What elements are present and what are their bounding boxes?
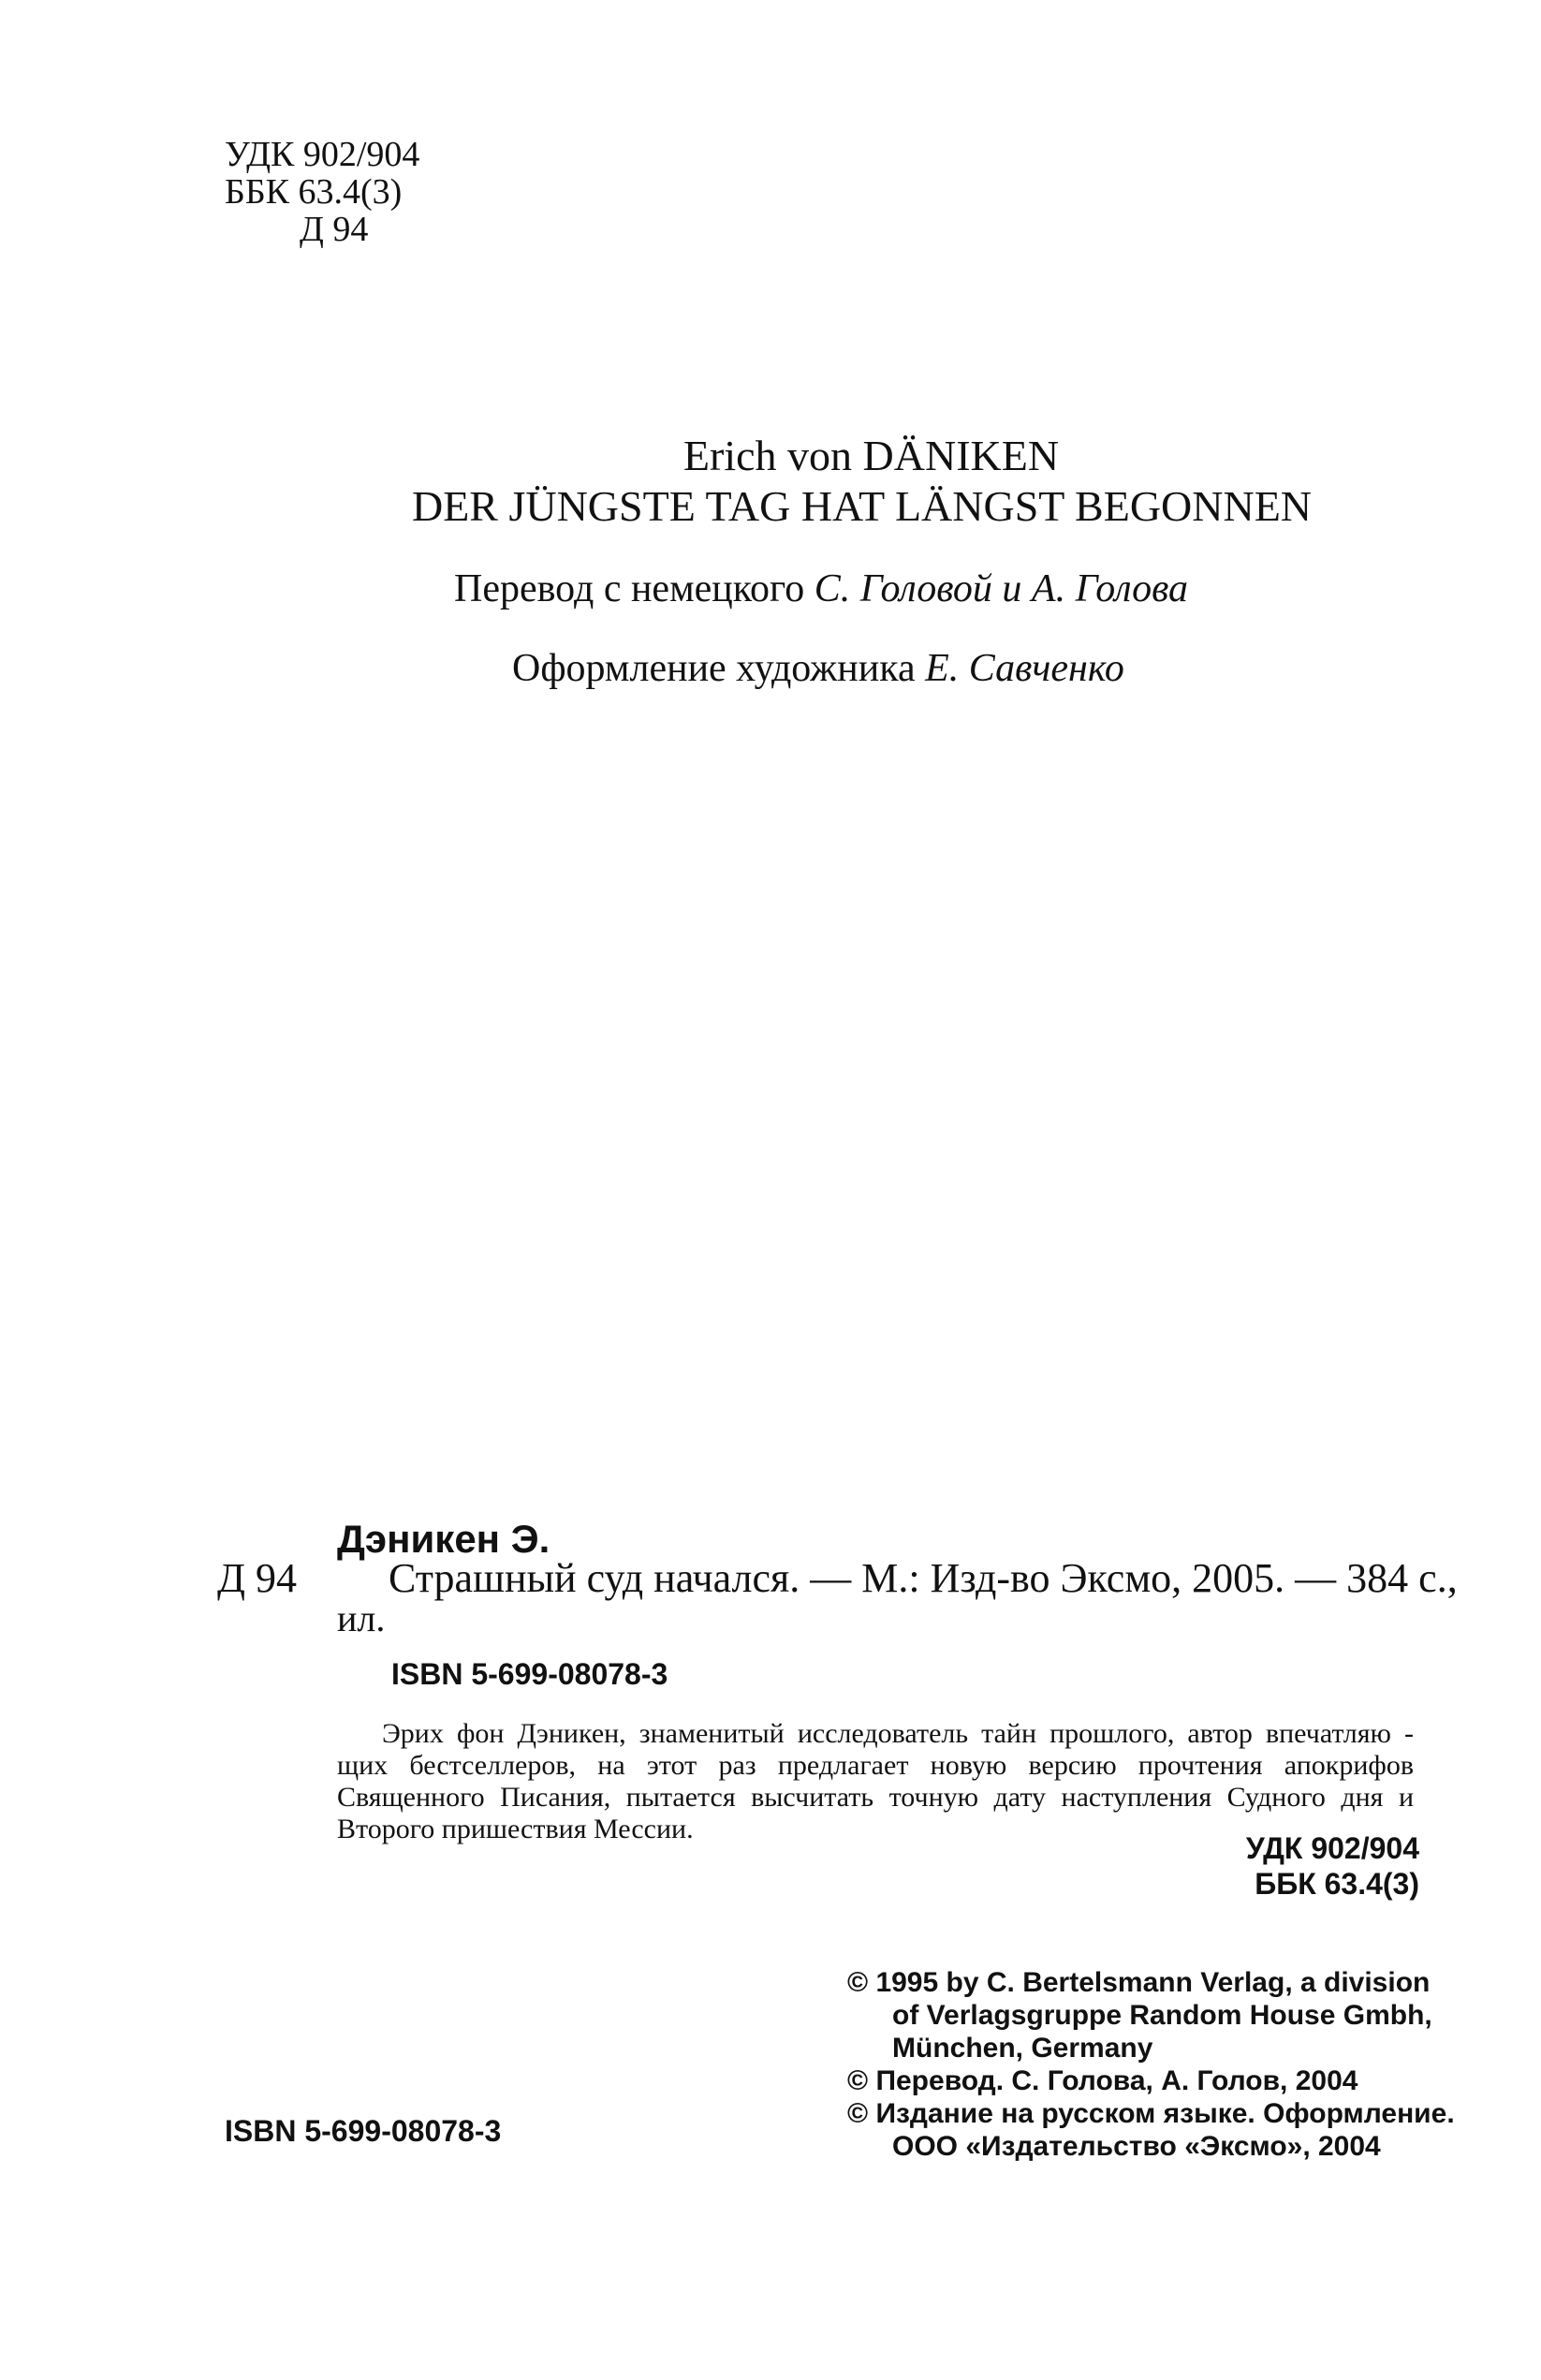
copyright-line-1b: of Verlagsgruppe Random House Gmbh, bbox=[892, 2000, 1432, 2031]
card-author-mark: Д 94 bbox=[217, 1555, 298, 1601]
copyright-line-3: © Издание на русском языке. Оформление. bbox=[847, 2098, 1455, 2129]
author-mark: Д 94 bbox=[300, 210, 369, 249]
classification-block bbox=[225, 136, 419, 248]
card-classification bbox=[1246, 1830, 1419, 1902]
annotation bbox=[337, 1718, 1414, 1845]
card-description-cont: ил. bbox=[337, 1597, 386, 1639]
design-prefix: Оформление художника bbox=[512, 647, 926, 690]
annotation-text: Эрих фон Дэникен, знаменитый исследователь тайн прошлого, автор впечатляю - щих бестселлеров, на этот раз предлагает новую версию прочтения апокрифов Священного Писания, пытается высчитать точную дату наступления Судного дня и Второго пришествия Мессии. bbox=[337, 1718, 1414, 1844]
translation-prefix: Перевод с немецкого bbox=[454, 567, 815, 610]
original-title: DER JÜNGSTE TAG HAT LÄNGST BEGONNEN bbox=[411, 482, 1313, 530]
copyright-line-2: © Перевод. С. Голова, А. Голов, 2004 bbox=[847, 2065, 1358, 2096]
copyright-line-3b: ООО «Издательство «Эксмо», 2004 bbox=[892, 2131, 1381, 2162]
copyright-block bbox=[847, 1966, 1455, 2163]
card-udk: УДК 902/904 bbox=[1245, 1831, 1419, 1865]
original-author: Erich von DÄNIKEN bbox=[682, 432, 1060, 479]
translation-credit bbox=[454, 566, 1188, 611]
bbk-code: ББК 63.4(3) bbox=[225, 172, 403, 212]
design-credit bbox=[512, 646, 1124, 691]
card-bbk: ББК 63.4(3) bbox=[1255, 1867, 1419, 1901]
card-author: Дэникен Э. bbox=[337, 1517, 550, 1561]
udk-code: УДК 902/904 bbox=[225, 135, 420, 174]
designer: Е. Савченко bbox=[925, 647, 1124, 690]
copyright-line-1: © 1995 by C. Bertelsmann Verlag, a division bbox=[847, 1967, 1431, 1998]
bottom-isbn: ISBN 5-699-08078-3 bbox=[225, 2114, 502, 2148]
card-description: Страшный суд начался. — М.: Изд-во Эксмо, 2005. — 384 с., bbox=[389, 1555, 1458, 1601]
copyright-line-1c: München, Germany bbox=[892, 2033, 1153, 2064]
card-isbn: ISBN 5-699-08078-3 bbox=[391, 1657, 668, 1691]
translators: С. Головой и А. Голова bbox=[814, 567, 1189, 610]
